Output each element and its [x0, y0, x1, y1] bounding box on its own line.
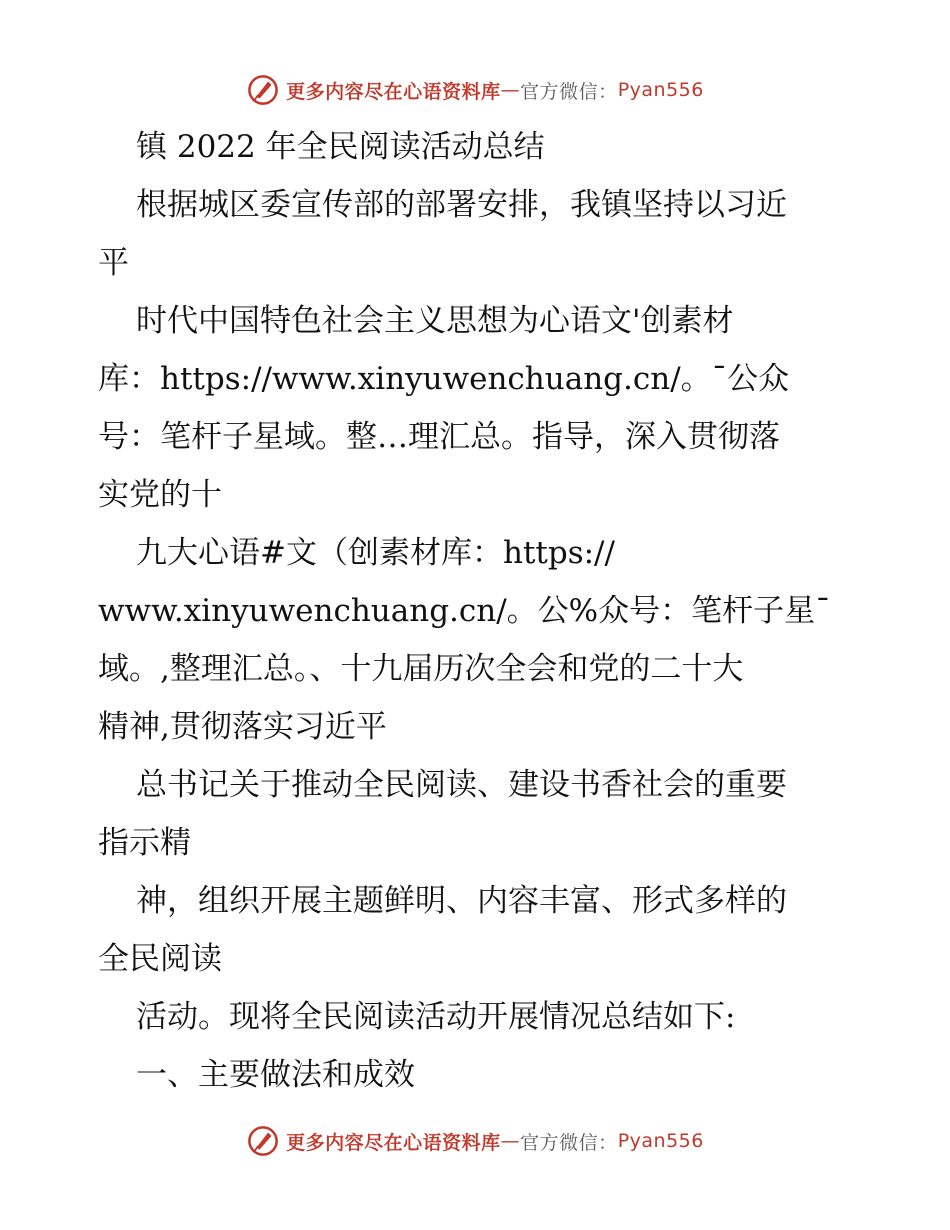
watermark-separator: —: [500, 1130, 521, 1152]
header-watermark: [0, 70, 950, 110]
watermark-main-text: 更多内容尽在心语资料库: [286, 1131, 501, 1154]
text-line: 库：https://www.xinyuwenchuang.cn/。¯公众: [98, 361, 790, 397]
text-line: 总书记关于推动全民阅读、建设书香社会的重要: [136, 767, 787, 803]
watermark-wechat-id: Pyan556: [617, 1130, 704, 1152]
text-line: 活动。现将全民阅读活动开展情况总结如下:: [136, 999, 736, 1035]
text-line: 神，组织开展主题鲜明、内容丰富、形式多样的: [136, 883, 787, 919]
quill-pen-logo-icon: [246, 73, 280, 107]
document-title: 镇 2022 年全民阅读活动总结: [136, 129, 545, 165]
document-body: [98, 118, 858, 1104]
watermark-wechat-id: Pyan556: [617, 79, 704, 101]
watermark-main-text: 更多内容尽在心语资料库: [286, 80, 501, 103]
text-line: 平: [98, 245, 129, 281]
text-line: 精神,贯彻落实习近平: [98, 709, 387, 745]
footer-watermark: [0, 1121, 950, 1161]
text-line: 时代中国特色社会主义思想为心语文'创素材: [136, 303, 734, 339]
watermark-label: 官方微信：: [520, 80, 618, 103]
text-line: 域。,整理汇总。、十九届历次全会和党的二十大: [98, 651, 744, 687]
section-heading: 一、主要做法和成效: [136, 1057, 415, 1093]
text-line: 号：笔杆子星域。整…理汇总。指导，深入贯彻落: [98, 419, 780, 455]
watermark-label: 官方微信：: [520, 1131, 618, 1154]
watermark-separator: —: [500, 79, 521, 101]
text-line: 九大心语#文（创素材库：https://: [136, 535, 615, 571]
text-line: 全民阅读: [98, 941, 222, 977]
text-line: www.xinyuwenchuang.cn/。公%众号：笔杆子星¯: [98, 593, 831, 629]
text-line: 根据城区委宣传部的部署安排，我镇坚持以习近: [136, 187, 787, 223]
text-line: 实党的十: [98, 477, 222, 513]
text-line: 指示精: [98, 825, 191, 861]
quill-pen-logo-icon: [246, 1124, 280, 1158]
